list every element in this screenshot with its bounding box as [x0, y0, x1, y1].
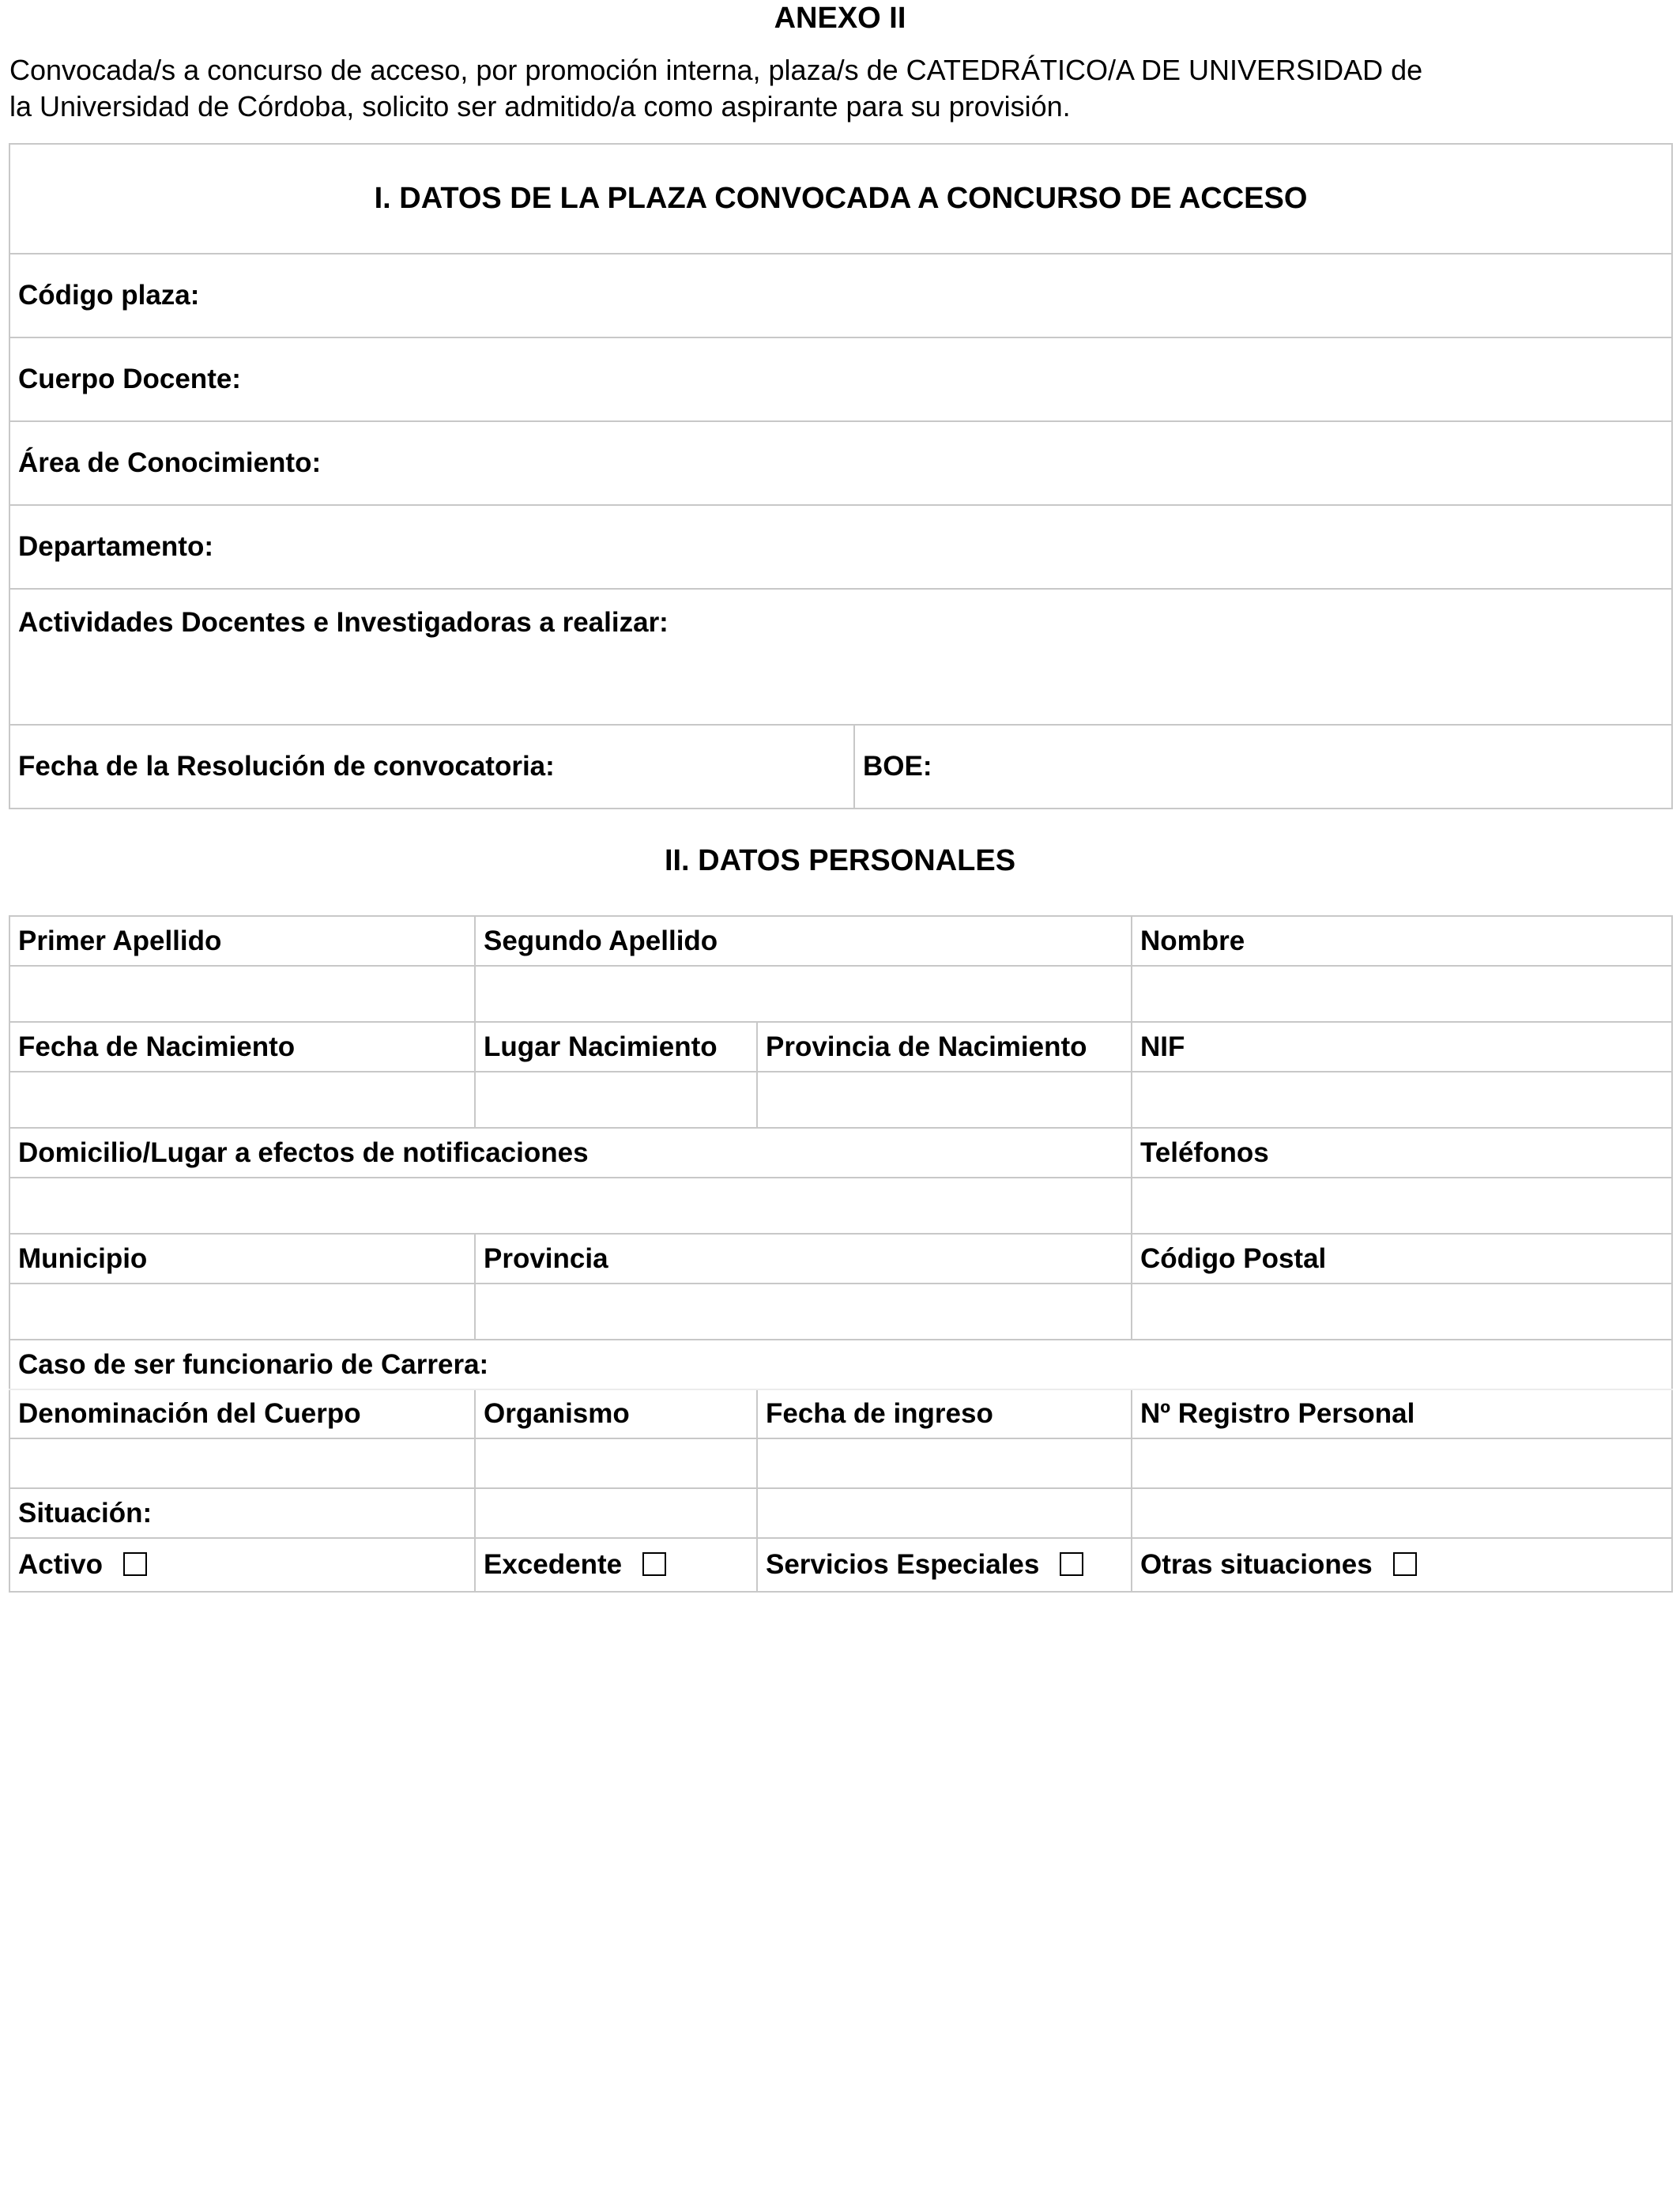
organismo-label: Organismo: [475, 1389, 757, 1438]
municipio-label: Municipio: [9, 1234, 475, 1284]
activo-option: [9, 1538, 475, 1592]
intro-line-2: la Universidad de Córdoba, solicito ser admitido/a como aspirante para su provisión.: [9, 90, 1071, 123]
provincia-label: Provincia: [475, 1234, 1132, 1284]
plaza-data-table: [9, 143, 1673, 809]
fecha-nacimiento-input[interactable]: [9, 1072, 475, 1128]
nif-input[interactable]: [1132, 1072, 1672, 1128]
area-conocimiento-label: Área de Conocimiento:: [18, 447, 322, 478]
lugar-nacimiento-label: Lugar Nacimiento: [475, 1022, 757, 1072]
situacion-empty-cell: [475, 1488, 757, 1538]
funcionario-label: Caso de ser funcionario de Carrera:: [9, 1340, 1672, 1389]
provincia-nacimiento-input[interactable]: [757, 1072, 1132, 1128]
boe-field[interactable]: [854, 725, 1672, 809]
departamento-label: Departamento:: [18, 531, 213, 562]
activo-label: Activo: [18, 1549, 103, 1580]
fecha-nacimiento-label: Fecha de Nacimiento: [9, 1022, 475, 1072]
denominacion-cuerpo-label: Denominación del Cuerpo: [9, 1389, 475, 1438]
intro-paragraph: [9, 52, 1669, 125]
cuerpo-docente-label: Cuerpo Docente:: [18, 364, 241, 394]
municipio-input[interactable]: [9, 1284, 475, 1340]
personal-data-table: [9, 915, 1673, 1593]
servicios-especiales-option: [757, 1538, 1132, 1592]
fecha-ingreso-label: Fecha de ingreso: [757, 1389, 1132, 1438]
nif-label: NIF: [1132, 1022, 1672, 1072]
organismo-input[interactable]: [475, 1438, 757, 1488]
situacion-label: Situación:: [9, 1488, 475, 1538]
otras-situaciones-option: [1132, 1538, 1672, 1592]
otras-situaciones-checkbox[interactable]: [1393, 1552, 1417, 1576]
codigo-postal-label: Código Postal: [1132, 1234, 1672, 1284]
registro-personal-input[interactable]: [1132, 1438, 1672, 1488]
actividades-label: Actividades Docentes e Investigadoras a realizar:: [18, 607, 669, 638]
segundo-apellido-input[interactable]: [475, 966, 1132, 1022]
primer-apellido-input[interactable]: [9, 966, 475, 1022]
denominacion-cuerpo-input[interactable]: [9, 1438, 475, 1488]
primer-apellido-label: Primer Apellido: [9, 916, 475, 966]
activo-checkbox[interactable]: [123, 1552, 147, 1576]
telefonos-input[interactable]: [1132, 1178, 1672, 1234]
codigo-postal-input[interactable]: [1132, 1284, 1672, 1340]
domicilio-label: Domicilio/Lugar a efectos de notificaciones: [9, 1128, 1132, 1178]
intro-line-1: Convocada/s a concurso de acceso, por promoción interna, plaza/s de CATEDRÁTICO/A DE UNIVERSIDAD de: [9, 54, 1423, 86]
provincia-input[interactable]: [475, 1284, 1132, 1340]
telefonos-label: Teléfonos: [1132, 1128, 1672, 1178]
fecha-ingreso-input[interactable]: [757, 1438, 1132, 1488]
codigo-plaza-label: Código plaza:: [18, 280, 200, 311]
boe-label: BOE:: [863, 751, 932, 782]
departamento-field[interactable]: [9, 505, 1672, 589]
situacion-empty-cell: [757, 1488, 1132, 1538]
actividades-field[interactable]: [9, 589, 1672, 725]
section2-heading: II. DATOS PERSONALES: [664, 844, 1016, 877]
provincia-nacimiento-label: Provincia de Nacimiento: [757, 1022, 1132, 1072]
servicios-especiales-checkbox[interactable]: [1060, 1552, 1083, 1576]
excedente-option: [475, 1538, 757, 1592]
codigo-plaza-field[interactable]: [9, 254, 1672, 337]
fecha-resolucion-label: Fecha de la Resolución de convocatoria:: [18, 751, 555, 782]
nombre-input[interactable]: [1132, 966, 1672, 1022]
excedente-checkbox[interactable]: [642, 1552, 666, 1576]
document-title: ANEXO II: [774, 2, 906, 35]
registro-personal-label: Nº Registro Personal: [1132, 1389, 1672, 1438]
area-conocimiento-field[interactable]: [9, 421, 1672, 505]
domicilio-input[interactable]: [9, 1178, 1132, 1234]
nombre-label: Nombre: [1132, 916, 1672, 966]
lugar-nacimiento-input[interactable]: [475, 1072, 757, 1128]
servicios-especiales-label: Servicios Especiales: [766, 1549, 1040, 1580]
otras-situaciones-label: Otras situaciones: [1140, 1549, 1373, 1580]
cuerpo-docente-field[interactable]: [9, 337, 1672, 421]
fecha-resolucion-field[interactable]: [9, 725, 854, 809]
situacion-empty-cell: [1132, 1488, 1672, 1538]
segundo-apellido-label: Segundo Apellido: [475, 916, 1132, 966]
section1-heading: I. DATOS DE LA PLAZA CONVOCADA A CONCURSO DE ACCESO: [9, 144, 1672, 254]
excedente-label: Excedente: [484, 1549, 623, 1580]
